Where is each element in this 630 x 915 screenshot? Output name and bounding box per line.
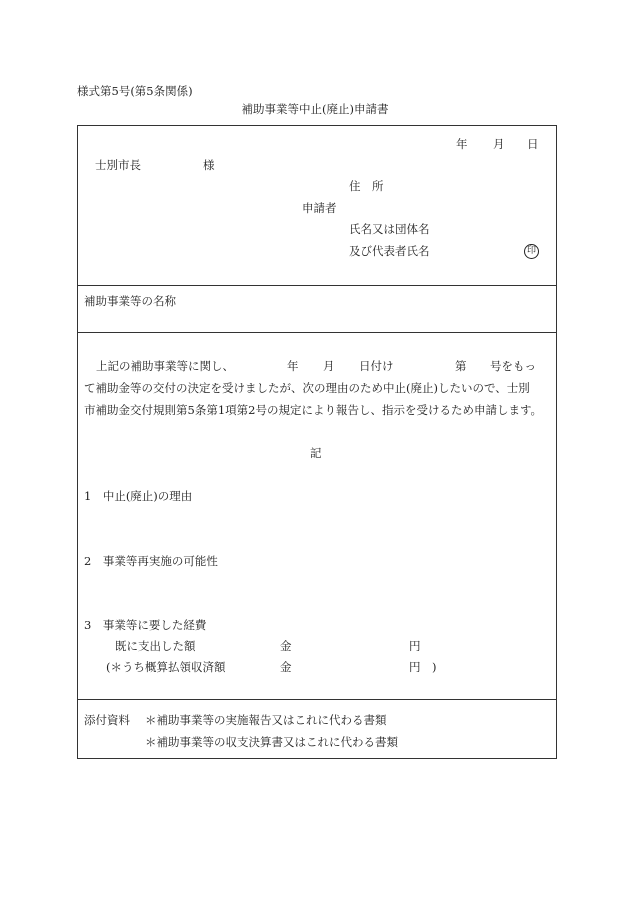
expense-paid-label: 既に支出した額 — [115, 639, 196, 653]
date-month: 月 — [493, 137, 505, 151]
body-line1-dai: 第 — [455, 359, 467, 373]
applicant-name-label: 氏名又は団体名 — [349, 222, 430, 236]
body-line1-lead: 上記の補助事業等に関し、 — [96, 359, 234, 373]
divider-project-name — [77, 332, 557, 333]
divider-attachments — [77, 699, 557, 700]
item-expenses: 3 事業等に要した経費 — [84, 618, 207, 632]
addressee-honorific: 様 — [203, 158, 215, 172]
attachment-report: ＊補助事業等の実施報告又はこれに代わる書類 — [145, 713, 387, 727]
expense-advance-unit: 円 ) — [409, 660, 437, 674]
expense-advance-label: (＊うち概算払領収済額 — [106, 660, 226, 674]
item-reason: 1 中止(廃止)の理由 — [84, 489, 193, 503]
body-line2: て補助金等の交付の決定を受けましたが、次の理由のため中止(廃止)したいので、士別 — [84, 381, 530, 395]
addressee-name: 士別市長 — [95, 158, 141, 172]
seal-mark — [524, 244, 539, 259]
expense-advance-currency: 金 — [280, 660, 292, 674]
project-name-label: 補助事業等の名称 — [84, 294, 176, 308]
body-line1-suffix: 号をもっ — [490, 359, 536, 373]
body-line1-year: 年 — [287, 359, 299, 373]
applicant-role-label: 申請者 — [302, 201, 337, 215]
date-day: 日 — [527, 137, 539, 151]
body-line3: 市補助金交付規則第5条第1項第2号の規定により報告し、指示を受けるため申請します。 — [84, 403, 543, 417]
expense-paid-currency: 金 — [280, 639, 292, 653]
item-possibility: 2 事業等再実施の可能性 — [84, 554, 218, 568]
seal-glyph: 印 — [524, 244, 539, 259]
date-year: 年 — [456, 137, 468, 151]
document-title: 補助事業等中止(廃止)申請書 — [241, 102, 389, 116]
attachments-label: 添付資料 — [84, 713, 130, 727]
applicant-address-label: 住 所 — [349, 179, 384, 193]
attachment-settlement: ＊補助事業等の収支決算書又はこれに代わる書類 — [145, 735, 398, 749]
applicant-representative-label: 及び代表者氏名 — [349, 244, 430, 258]
body-line1-month: 月 — [323, 359, 335, 373]
divider-applicant — [77, 285, 557, 286]
ki-heading: 記 — [310, 446, 322, 460]
expense-paid-unit: 円 — [409, 639, 421, 653]
body-line1-day-ref: 日付け — [359, 359, 394, 373]
form-number: 様式第5号(第5条関係) — [77, 84, 193, 98]
